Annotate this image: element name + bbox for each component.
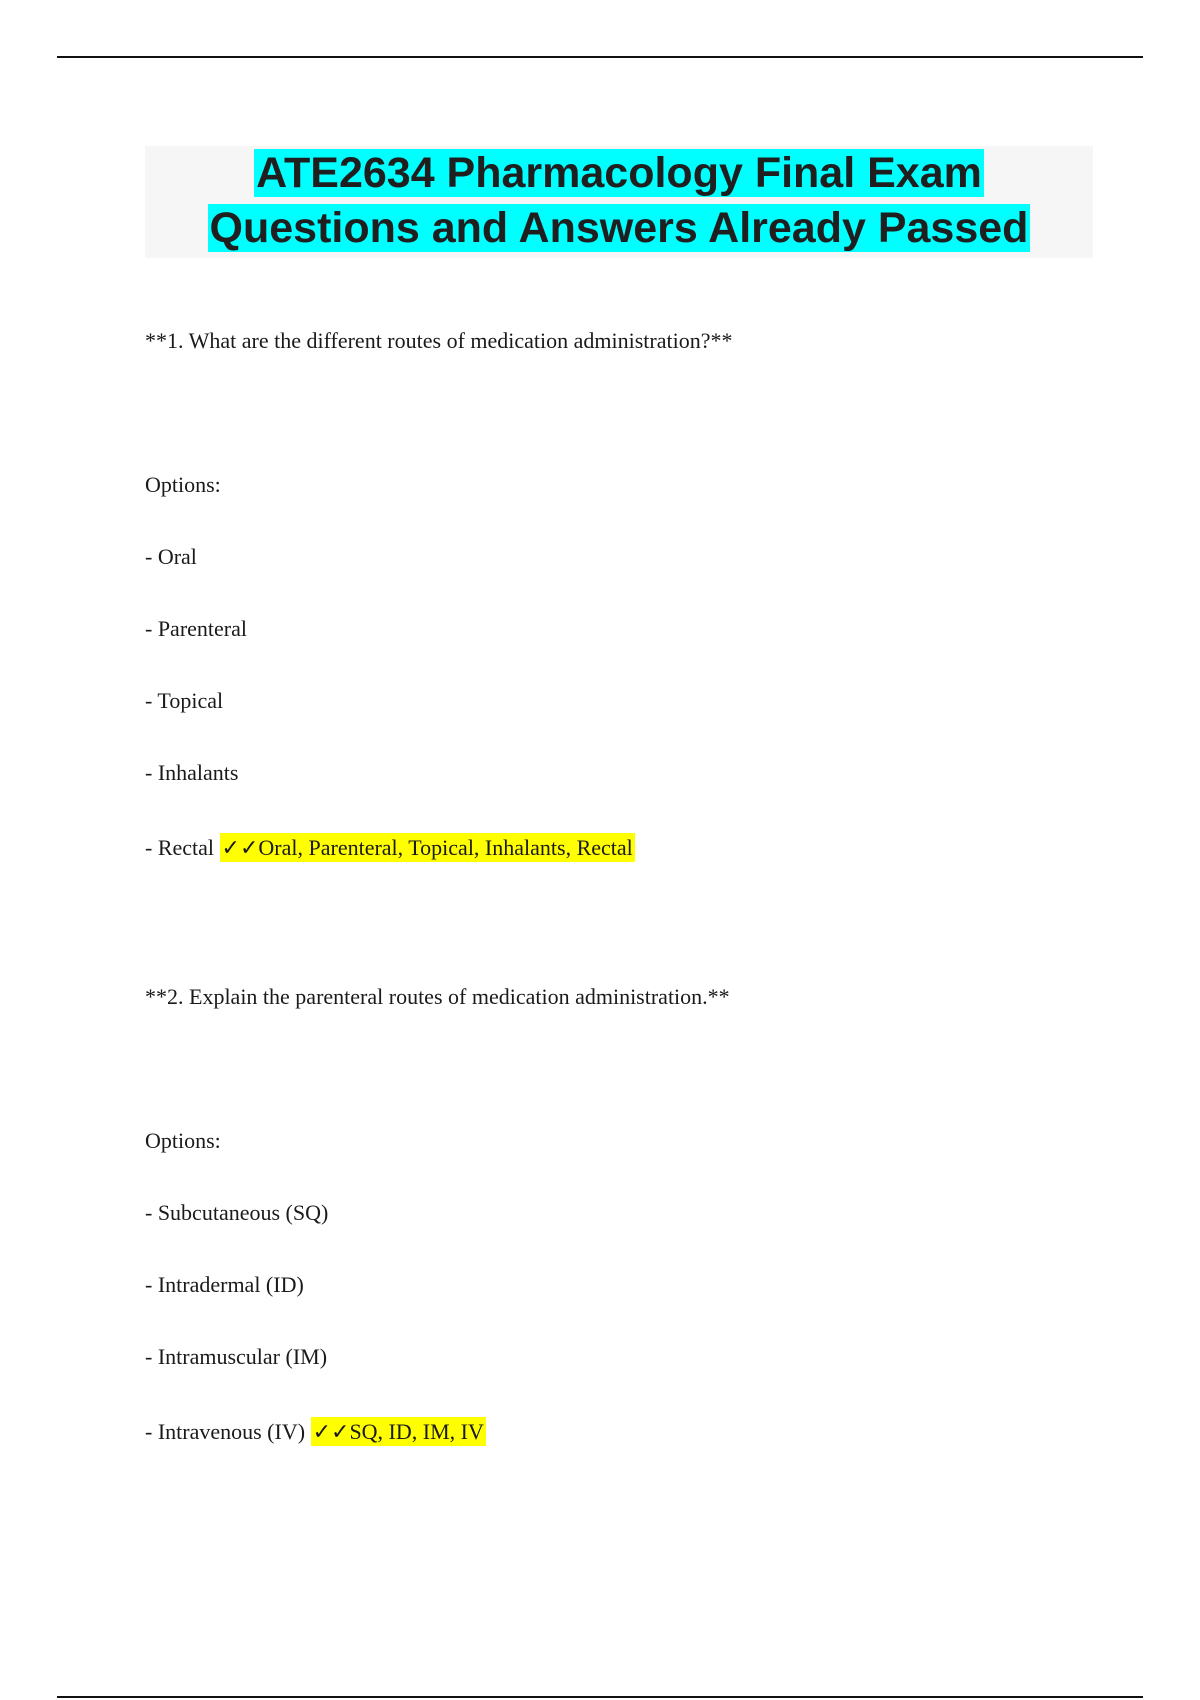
question-1-option: - Oral [145,544,197,569]
question-1-option: - Topical [145,688,224,713]
question-1-answer [220,833,635,862]
question-2-option: - Subcutaneous (SQ) [145,1200,329,1225]
question-2-answer [311,1417,486,1446]
footer-rule [57,1696,1143,1698]
question-1-option: - Parenteral [145,616,247,641]
question-2-option: - Intradermal (ID) [145,1272,304,1297]
title-line-1: ATE2634 Pharmacology Final Exam [256,149,982,197]
check-mark-icon: ✓✓ [221,836,259,861]
question-2-option: - Intramuscular (IM) [145,1344,328,1369]
question-2-last-option-row [145,1417,486,1448]
title-line-2: Questions and Answers Already Passed [209,204,1029,252]
answer-text: SQ, ID, IM, IV [349,1419,484,1444]
question-2-options-label: Options: [145,1128,221,1153]
question-1-option: - Rectal [145,835,215,860]
header-rule [57,56,1143,58]
question-2-option: - Intravenous (IV) [145,1419,306,1444]
answer-text: Oral, Parenteral, Topical, Inhalants, Rectal [258,835,633,860]
question-1-option: - Inhalants [145,760,239,785]
question-1-prompt: **1. What are the different routes of medication administration?** [145,328,733,353]
check-mark-icon: ✓✓ [312,1420,350,1445]
document-title [145,146,1093,258]
question-1-last-option-row [145,833,635,864]
question-1-options-label: Options: [145,472,221,497]
question-2-prompt: **2. Explain the parenteral routes of medication administration.** [145,984,730,1009]
